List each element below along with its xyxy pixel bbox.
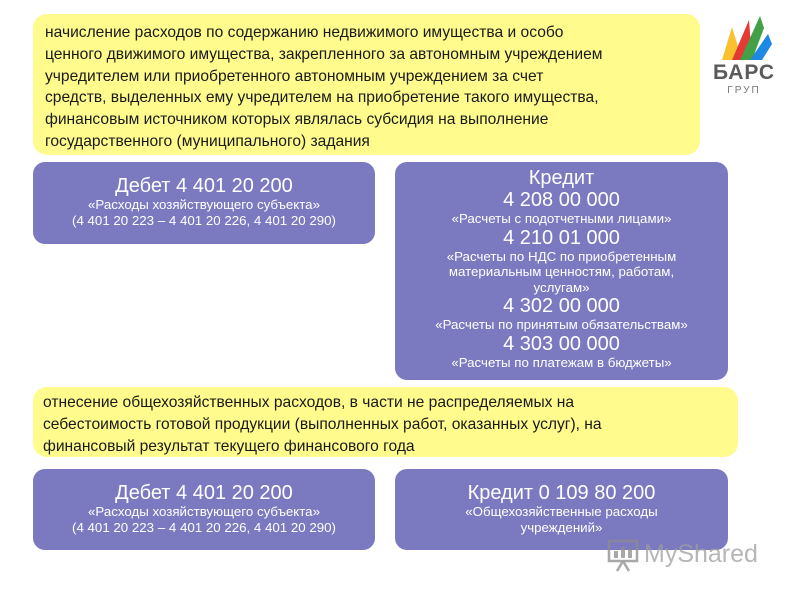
debit-box-2 [33,469,375,550]
credit-box-1 [395,162,728,380]
bars-group-logo [702,14,786,104]
logo-name: БАРС [712,61,776,84]
debit-box-1 [33,162,375,244]
debit-accounts: (4 401 20 223 – 4 401 20 226, 4 401 20 290) [72,212,336,228]
credit-account: 4 208 00 000 [503,189,620,211]
credit-account: 4 302 00 000 [503,295,620,318]
top-note-line: учредителем или приобретенного автономным учреждением за счет [45,67,544,85]
mid-note [33,387,738,457]
myshared-watermark [606,537,776,575]
top-note-line: средств, выделенных ему учредителем на приобретение такого имущества, [45,89,599,107]
credit-account-description: «Расчеты по платежам в бюджеты» [451,354,672,370]
logo-mark-icon [702,14,786,64]
debit-description: «Расходы хозяйствующего субъекта» [88,504,320,519]
watermark-text: MyShared [644,540,758,568]
mid-note-line: себестоимость готовой продукции (выполненных работ, оказанных услуг), на [43,415,602,433]
debit-accounts: (4 401 20 223 – 4 401 20 226, 4 401 20 290) [72,519,336,535]
credit-account-description: «Расчеты с подотчетными лицами» [451,211,672,226]
top-note [33,14,700,155]
mid-note-line: финансовый результат текущего финансового года [43,437,415,455]
debit-title: Дебет 4 401 20 200 [115,175,293,197]
credit-account: 4 210 01 000 [503,226,620,249]
top-note-line: ценного движимого имущества, закрепленного за автономным учреждением [45,45,603,63]
mid-note-line: отнесение общехозяйственных расходов, в части не распределяемых на [43,394,575,411]
credit-title: Кредит [528,167,595,189]
top-note-line: государственного (муниципального) задания [45,132,370,150]
credit-account: 4 303 00 000 [503,332,620,355]
logo-subtitle: ГРУП [727,85,761,96]
debit-title: Дебет 4 401 20 200 [115,482,293,504]
credit-description: «Общехозяйственные расходы учреждений» [465,504,658,535]
debit-description: «Расходы хозяйствующего субъекта» [88,197,320,212]
top-note-line: начисление расходов по содержанию недвижимого имущества и особо [45,24,564,41]
credit-title: Кредит 0 109 80 200 [467,482,656,504]
top-note-line: финансовым источником которых являлась субсидия на выполнение [45,111,549,129]
presentation-board-icon [606,537,640,573]
credit-account-description: «Расчеты по принятым обязательствам» [435,317,688,333]
credit-account-description: «Расчеты по НДС по приобретенным материальным ценностям, работам, услугам» [446,248,677,295]
